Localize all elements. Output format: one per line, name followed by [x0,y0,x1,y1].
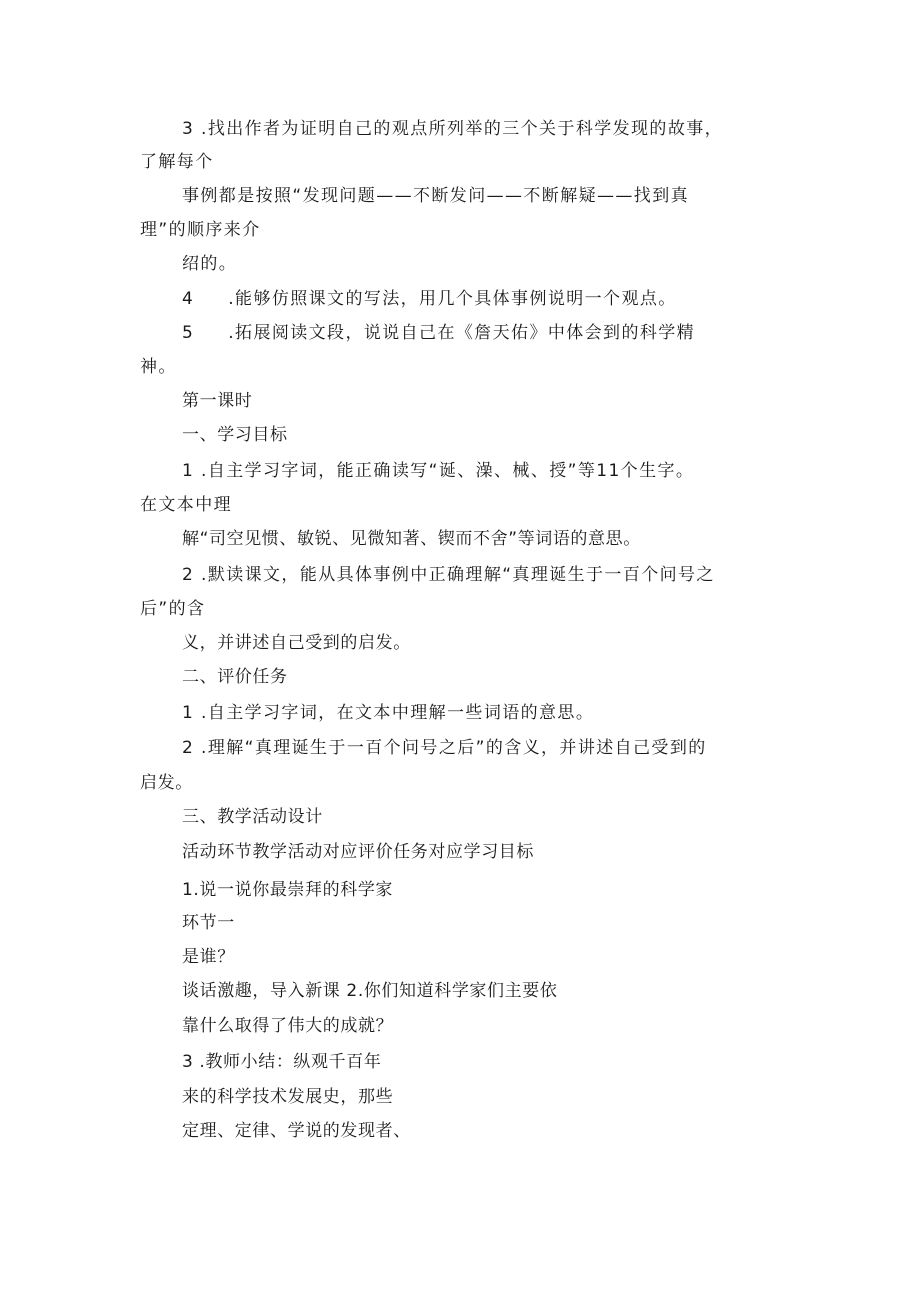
text-line: 靠什么取得了伟大的成就？ [182,1016,394,1036]
text-line: 在文本中理 [140,495,232,515]
section-heading: 二、评价任务 [182,667,288,687]
text-line: 义，并讲述自己受到的启发。 [182,633,411,653]
section-heading: 第一课时 [182,391,253,411]
text-line: 了解每个 [140,152,214,172]
text-line: 3 .教师小结：纵观千百年 [182,1052,382,1072]
text-line: 1.说一说你最崇拜的科学家 [182,880,394,900]
text-line: 解“司空见惯、敏锐、见微知著、锲而不舍”等词语的意思。 [182,529,641,549]
text-line: 2 .理解“真理诞生于一百个问号之后”的含义，并讲述自己受到的 [182,738,707,758]
text-line: 5 .拓展阅读文段，说说自己在《詹天佑》中体会到的科学精 [182,323,696,343]
text-line: 谈话激趣，导入新课 2.你们知道科学家们主要依 [182,981,558,1001]
text-line: 4 .能够仿照课文的写法，用几个具体事例说明一个观点。 [182,289,677,309]
section-heading: 三、教学活动设计 [182,807,323,827]
text-line: 理”的顺序来介 [140,220,261,240]
text-line: 3 .找出作者为证明自己的观点所列举的三个关于科学发现的故事， [182,119,724,139]
text-line: 环节一 [182,913,235,933]
text-line: 定理、定律、学说的发现者、 [182,1121,411,1141]
text-line: 是谁？ [182,947,235,967]
text-line: 来的科学技术发展史，那些 [182,1087,394,1107]
text-line: 绍的。 [182,254,238,274]
text-line: 1 .自主学习字词，在文本中理解一些词语的意思。 [182,703,595,723]
text-line: 神。 [140,357,177,377]
text-line: 启发。 [140,773,193,793]
text-line: 事例都是按照“发现问题——不断发问——不断解疑——找到真 [182,186,690,206]
text-line: 后”的含 [140,599,206,619]
section-heading: 一、学习目标 [182,425,288,445]
text-line: 活动环节教学活动对应评价任务对应学习目标 [182,842,534,862]
text-line: 1 .自主学习字词，能正确读写“诞、澡、械、授”等11个生字。 [182,461,695,481]
text-line: 2 .默读课文，能从具体事例中正确理解“真理诞生于一百个问号之 [182,565,715,585]
